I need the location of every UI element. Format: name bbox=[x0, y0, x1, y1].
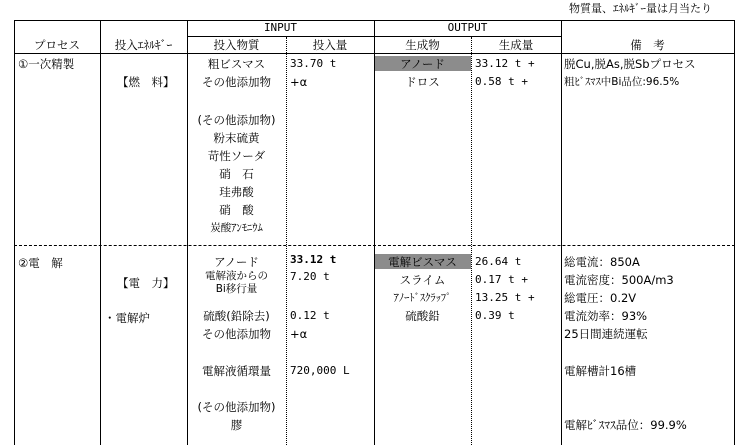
input-amount: 33.70 t bbox=[290, 57, 337, 70]
remark-text: 脱Cu,脱As,脱Sbプロセス bbox=[564, 57, 696, 71]
input-material: 硝 酸 bbox=[219, 203, 254, 217]
process-name: ②電 解 bbox=[18, 256, 63, 270]
output-product: スライム bbox=[399, 273, 446, 287]
output-amount: 0.58 t + bbox=[475, 75, 528, 88]
header-input-material: 投入物質 bbox=[213, 38, 260, 52]
output-product: 電解ビスマス bbox=[388, 255, 457, 269]
header-input: INPUT bbox=[263, 21, 298, 34]
input-material: 粉末硫黄 bbox=[213, 131, 260, 145]
output-amount: 26.64 t bbox=[475, 255, 522, 268]
header-process: プロセス bbox=[34, 38, 80, 52]
input-material: その他添加物 bbox=[202, 75, 271, 89]
remark-text: 電流効率：93% bbox=[564, 309, 648, 323]
output-product: 硫酸鉛 bbox=[405, 309, 440, 323]
col-border-process bbox=[100, 20, 101, 445]
input-material: 炭酸ｱﾝﾓﾆｳﾑ bbox=[210, 222, 263, 234]
input-material: 苛性ソーダ bbox=[207, 149, 266, 163]
output-product: ｱﾉｰﾄﾞｽｸﾗｯﾌﾟ bbox=[393, 292, 452, 304]
input-material: 電解液循環量 bbox=[202, 364, 271, 378]
input-amount: 720,000 L bbox=[290, 364, 350, 377]
remark-text: 粗ﾋﾞｽﾏｽ中Bi品位:96.5% bbox=[564, 76, 680, 88]
output-product: アノード bbox=[400, 57, 445, 71]
header-remarks: 備 考 bbox=[630, 38, 665, 52]
remark-text: 電解ﾋﾞｽﾏｽ品位：99.9% bbox=[564, 418, 687, 432]
output-amount: 33.12 t + bbox=[475, 57, 535, 70]
remark-text: 電解槽計16槽 bbox=[564, 364, 637, 378]
energy-equipment: ・電解炉 bbox=[104, 311, 150, 325]
header-product: 生成物 bbox=[405, 38, 440, 52]
remark-text: 総電流：850A bbox=[564, 255, 640, 269]
output-product: ドロス bbox=[405, 75, 440, 89]
col-border-left bbox=[14, 20, 15, 445]
output-amount: 0.17 t + bbox=[475, 273, 528, 286]
energy-label: 【電 力】 bbox=[117, 276, 175, 290]
input-amount: 7.20 t bbox=[290, 270, 330, 283]
header-product-amount: 生成量 bbox=[498, 38, 534, 52]
input-amount: +α bbox=[290, 327, 308, 341]
input-material: 珪弗酸 bbox=[219, 185, 254, 199]
header-input-amount: 投入量 bbox=[312, 38, 348, 52]
col-border-input-dotted bbox=[286, 37, 287, 445]
input-amount: 0.12 t bbox=[290, 309, 330, 322]
input-material: 硝 石 bbox=[219, 167, 254, 181]
output-amount: 13.25 t + bbox=[475, 291, 535, 304]
output-amount: 0.39 t bbox=[475, 309, 515, 322]
col-border-right bbox=[734, 20, 735, 445]
input-material: Bi移行量 bbox=[215, 283, 258, 295]
input-amount: 33.12 t bbox=[290, 253, 337, 266]
input-amount: +α bbox=[290, 75, 308, 89]
input-material: 膠 bbox=[230, 418, 243, 432]
input-material: (その他添加物) bbox=[197, 400, 276, 414]
energy-label: 【燃 料】 bbox=[117, 75, 175, 89]
header-energy: 投入ｴﾈﾙｷﾞｰ bbox=[114, 38, 173, 52]
process-name: ①一次精製 bbox=[18, 57, 75, 71]
col-border-output-dotted bbox=[471, 37, 472, 445]
input-material: 電解液からの bbox=[205, 270, 268, 282]
input-material: 粗ビスマス bbox=[207, 57, 266, 71]
col-border-output bbox=[561, 20, 562, 445]
input-material: 硫酸(鉛除去) bbox=[203, 309, 270, 323]
input-material: その他添加物 bbox=[202, 327, 271, 341]
remark-text: 25日間連続運転 bbox=[564, 327, 648, 341]
input-material: アノード bbox=[214, 255, 259, 269]
input-material: (その他添加物) bbox=[197, 113, 276, 127]
remark-text: 電流密度：500A/m3 bbox=[564, 273, 674, 287]
remark-text: 総電圧：0.2V bbox=[564, 291, 637, 305]
units-note: 物質量、ｴﾈﾙｷﾞｰ量は月当たり bbox=[569, 2, 712, 15]
header-output: OUTPUT bbox=[447, 21, 488, 34]
